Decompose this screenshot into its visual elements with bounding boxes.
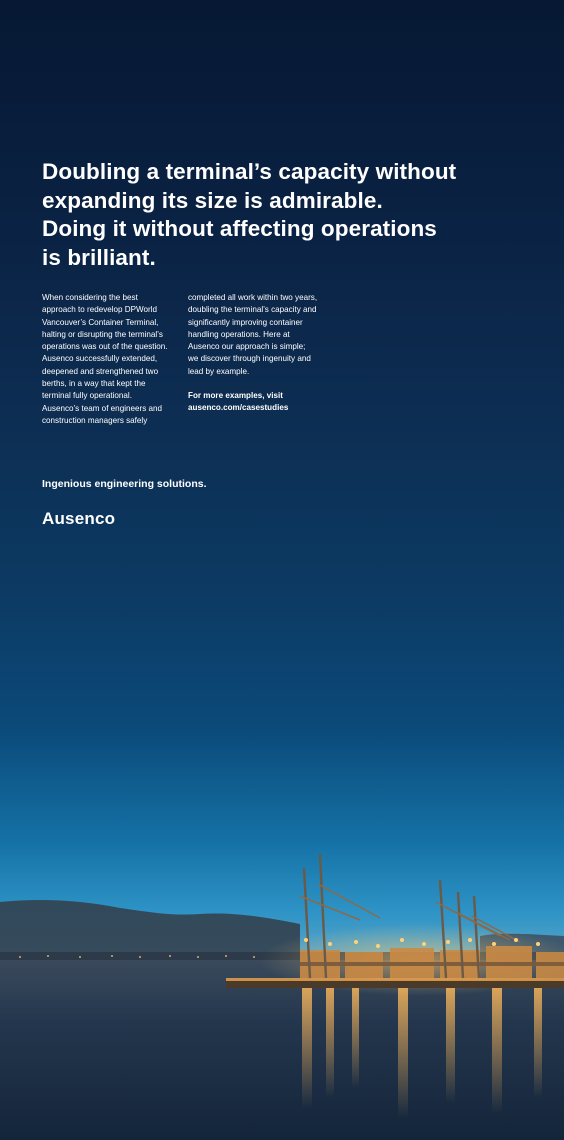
body-line: deepened and strengthened two — [42, 366, 159, 376]
body-line: Ausenco successfully extended, — [42, 354, 158, 364]
body-line: halting or disrupting the terminal’s — [42, 329, 163, 339]
body-line: significantly improving container — [188, 317, 303, 327]
more-examples — [188, 390, 288, 415]
body-line: completed all work within two years, — [188, 293, 318, 302]
case-studies-link[interactable]: ausenco.com/casestudies — [188, 403, 289, 413]
body-line: lead by example. — [188, 366, 250, 376]
body-line: Ausenco our approach is simple; — [188, 342, 306, 352]
ausenco-logo: Ausenco — [42, 509, 116, 528]
body-copy-left-column — [42, 292, 180, 427]
body-line: terminal fully operational. — [42, 391, 132, 401]
port-night-scene — [0, 840, 564, 1140]
headline-line-1: Doubling a terminal’s capacity without — [42, 159, 457, 184]
body-line: doubling the terminal’s capacity and — [188, 305, 317, 315]
headline — [42, 158, 522, 272]
body-copy-right-column — [188, 292, 336, 378]
headline-line-2: expanding its size is admirable. — [42, 187, 383, 213]
headline-line-3: Doing it without affecting operations — [42, 216, 437, 241]
body-line: berths, in a way that kept the — [42, 379, 146, 389]
mountain-silhouette — [0, 900, 300, 960]
body-line: Vancouver’s Container Terminal, — [42, 317, 159, 327]
body-line: construction managers safely — [42, 415, 148, 425]
body-line: operations was out of the question. — [42, 342, 168, 352]
tagline: Ingenious engineering solutions. — [42, 478, 207, 490]
body-line: approach to redevelop DPWorld — [42, 305, 158, 315]
body-line: Ausenco’s team of engineers and — [42, 403, 162, 413]
more-examples-label: For more examples, visit — [188, 391, 283, 400]
body-line: When considering the best — [42, 293, 138, 302]
headline-line-4: is brilliant. — [42, 244, 156, 270]
body-line: handling operations. Here at — [188, 329, 290, 339]
pier — [226, 980, 564, 988]
body-line: we discover through ingenuity and — [188, 354, 311, 364]
